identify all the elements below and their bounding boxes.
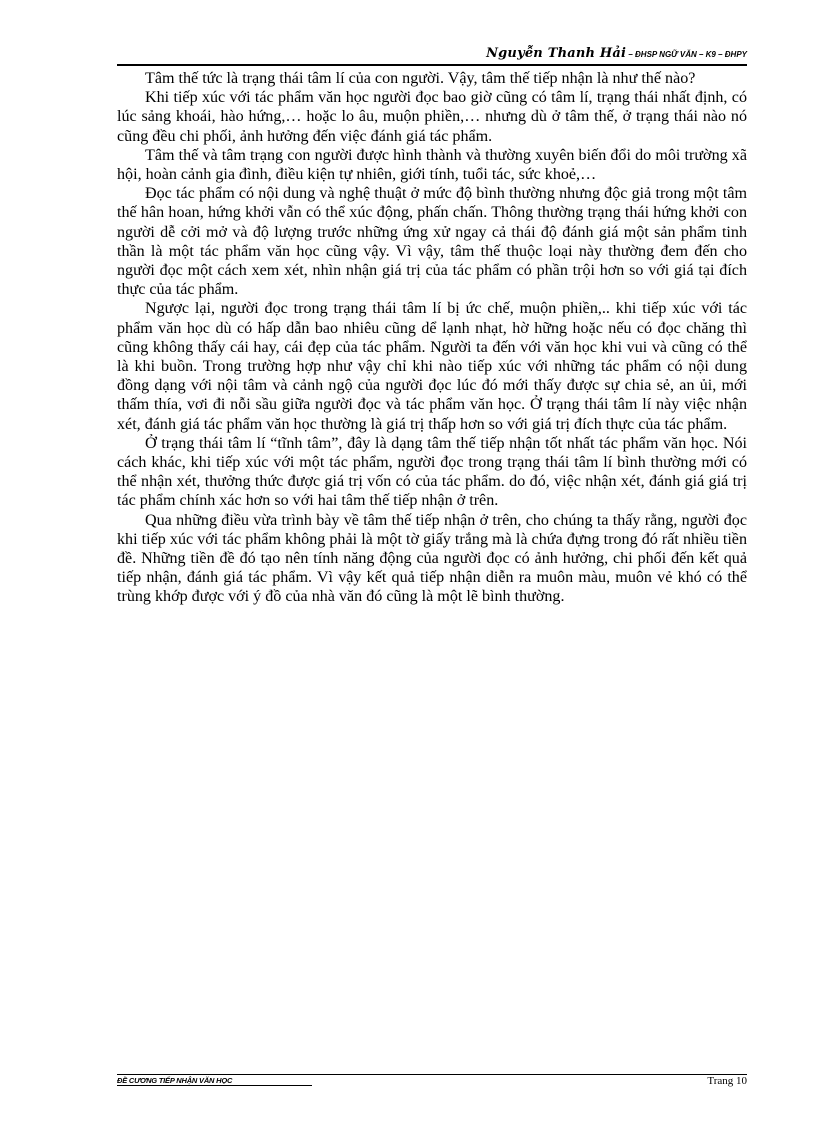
header-text (486, 44, 747, 62)
paragraph-7: Qua những điều vừa trình bày về tâm thế tiếp nhận ở trên, cho chúng ta thấy rằng, người đọc khi tiếp xúc với tác phẩm không phải là một tờ giấy trắng mà là chứa đựng trong đó rất nhiều tiền đề. Những tiền đề đó tạo nên tính năng động của người đọc có ảnh hưởng, chi phối đến kết quả tiếp nhận, đánh giá tác phẩm. Vì vậy kết quả tiếp nhận diễn ra muôn màu, muôn vẻ khó có thể trùng khớp được với ý đồ của nhà văn đó cũng là một lẽ bình thường. (117, 511, 747, 606)
header-rule (117, 64, 747, 66)
paragraph-2: Khi tiếp xúc với tác phẩm văn học người đọc bao giờ cũng có tâm lí, trạng thái nhất định, có lúc sảng khoái, hào hứng,… hoặc lo âu, muộn phiền,… nhưng dù ở tâm thế, ở trạng thái nào nó cũng đều chi phối, ảnh hưởng đến việc đánh giá tác phẩm. (117, 89, 747, 145)
paragraph-1: Tâm thế tức là trạng thái tâm lí của con người. Vậy, tâm thế tiếp nhận là như thế nào? (145, 70, 696, 87)
paragraph-3: Tâm thế và tâm trạng con người được hình thành và thường xuyên biến đổi do môi trường xã hội, hoàn cảnh gia đình, điều kiện tự nhiên, giới tính, tuổi tác, sức khoẻ,… (117, 146, 747, 184)
footer-rule (117, 1074, 747, 1075)
page-footer (117, 1074, 747, 1088)
page-header (117, 42, 747, 66)
header-author: Nguyễn Thanh Hải (486, 46, 627, 61)
header-affiliation: – ĐHSP NGỮ VĂN – K9 – ĐHPY (626, 50, 747, 59)
footer-title: ĐỀ CƯƠNG TIẾP NHẬN VĂN HỌC (117, 1076, 312, 1086)
page-number: Trang 10 (707, 1075, 747, 1087)
paragraph-6: Ở trạng thái tâm lí “tĩnh tâm”, đây là dạng tâm thế tiếp nhận tốt nhất tác phẩm văn học. Nói cách khác, khi tiếp xúc với một tác phẩm, người đọc trong trạng thái tâm lí bình thường mới có thể nhận xét, thưởng thức được giá trị vốn có của tác phẩm. do đó, việc nhận xét, đánh giá giá trị tác phẩm chính xác hơn so với hai tâm thế tiếp nhận ở trên. (117, 434, 747, 510)
body-text (117, 69, 747, 607)
paragraph-5: Ngược lại, người đọc trong trạng thái tâm lí bị ức chế, muộn phiền,.. khi tiếp xúc với tác phẩm văn học dù có hấp dẫn bao nhiêu cũng dể lạnh nhạt, hờ hững hoặc nếu có đọc chăng thì cũng không thấy cái hay, cái đẹp của tác phẩm. Người ta đến với văn học khi vui và cũng có thể là khi buồn. Trong trường hợp như vậy chỉ khi nào tiếp xúc với những tác phẩm có nội dung đồng dạng với nội tâm và cảnh ngộ của người đọc lúc đó mới thấy được sự chia sẻ, an ủi, mới thấm thía, vơi đi nỗi sầu giữa người đọc và tác phẩm văn học. Ở trạng thái tâm lí này việc nhận xét, đánh giá tác phẩm văn học thường là giá trị thấp hơn so với giá trị đích thực của tác phẩm. (117, 300, 747, 433)
paragraph-4: Đọc tác phẩm có nội dung và nghệ thuật ở mức độ bình thường nhưng độc giả trong một tâm thế hân hoan, hứng khởi vẫn có thể xúc động, phấn chấn. Thông thường trạng thái hứng khởi con người dễ cởi mở và độ lượng trước những ứng xử ngay cả thái độ đánh giá một sản phẩm tinh thần là một tác phẩm văn học cũng vậy. Vì vậy, tâm thế thuộc loại này thường đem đến cho người đọc một cách xem xét, nhìn nhận giá trị của tác phẩm có phần trội hơn so với giá tại đích thực của tác phẩm. (117, 185, 747, 299)
